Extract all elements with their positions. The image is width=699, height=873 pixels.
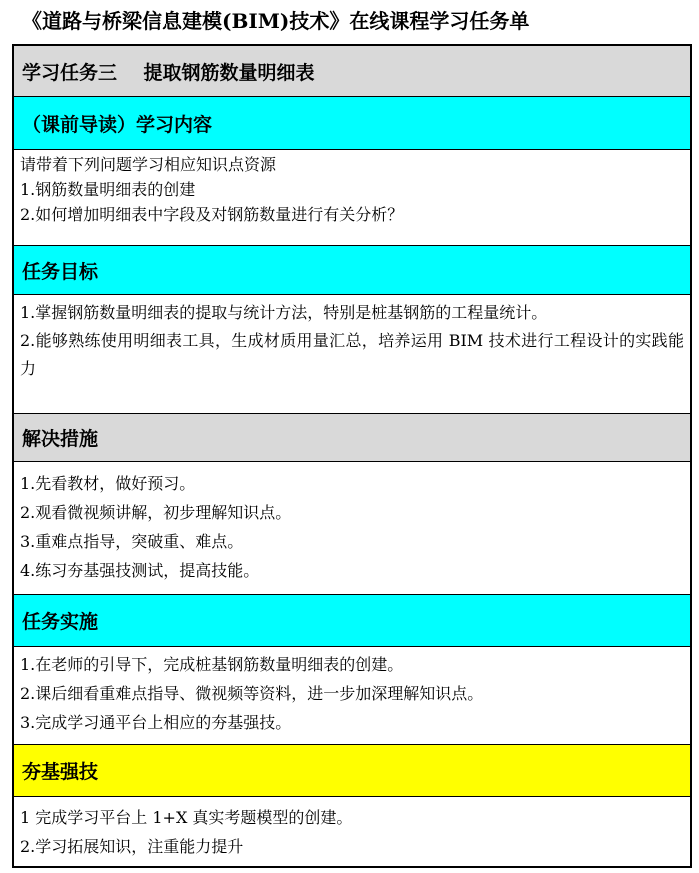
measures-content: [14, 461, 690, 594]
measures-line: 1.先看教材，做好预习。: [20, 474, 196, 493]
document-title: 《道路与桥梁信息建模(BIM)技术》在线课程学习任务单: [22, 9, 530, 33]
consolidation-content: [14, 796, 690, 866]
goals-heading-row: [14, 245, 690, 294]
implementation-line: 1.在老师的引导下，完成桩基钢筋数量明细表的创建。: [20, 655, 404, 674]
measures-line: 3.重难点指导，突破重、难点。: [20, 532, 244, 551]
preview-heading: （课前导读）学习内容: [22, 113, 213, 136]
measures-line: 4.练习夯基强技测试，提高技能。: [20, 561, 260, 580]
implementation-heading: 任务实施: [22, 611, 99, 633]
consolidation-line: 1 完成学习平台上 1+X 真实考题模型的创建。: [20, 808, 353, 827]
task-title: 学习任务三 提取钢筋数量明细表: [22, 61, 315, 84]
task-title-row: [14, 46, 690, 96]
goals-content: [14, 294, 690, 413]
goals-line: 1.掌握钢筋数量明细表的提取与统计方法，特别是桩基钢筋的工程量统计。: [20, 303, 548, 322]
consolidation-heading: 夯基强技: [22, 761, 99, 783]
measures-heading: 解决措施: [22, 428, 99, 450]
measures-heading-row: [14, 413, 690, 461]
preview-line: 2.如何增加明细表中字段及对钢筋数量进行有关分析？: [20, 205, 404, 224]
implementation-line: 2.课后细看重难点指导、微视频等资料，进一步加深理解知识点。: [20, 684, 484, 703]
task-sheet-table: [12, 44, 692, 868]
preview-heading-row: [14, 96, 690, 149]
preview-content: [14, 149, 690, 245]
consolidation-heading-row: [14, 744, 690, 796]
implementation-heading-row: [14, 594, 690, 646]
goals-heading: 任务目标: [22, 260, 99, 283]
implementation-line: 3.完成学习通平台上相应的夯基强技。: [20, 713, 292, 732]
consolidation-line: 2.学习拓展知识，注重能力提升: [20, 837, 244, 856]
goals-line: 2.能够熟练使用明细表工具，生成材质用量汇总，培养运用 BIM 技术进行工程设计的实践能力: [20, 331, 684, 378]
implementation-content: [14, 646, 690, 744]
preview-line: 1.钢筋数量明细表的创建: [20, 180, 196, 199]
preview-line: 请带着下列问题学习相应知识点资源: [20, 155, 277, 174]
measures-line: 2.观看微视频讲解，初步理解知识点。: [20, 503, 292, 522]
